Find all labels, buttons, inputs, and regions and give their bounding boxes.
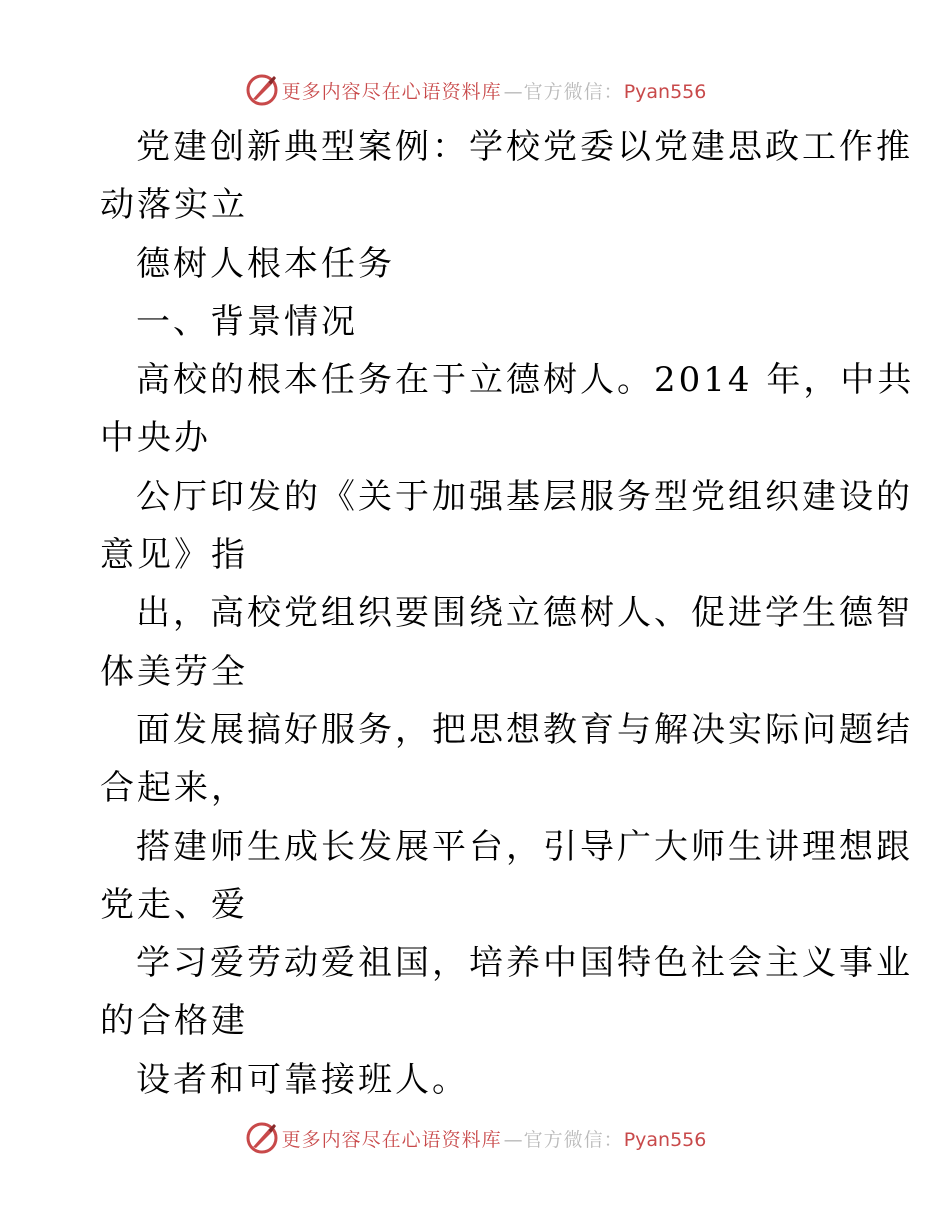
- text-line: 设者和可靠接班人。: [136, 1059, 469, 1100]
- text-line: 高校的根本任务在于立德树人。2014 年，中共: [136, 360, 915, 401]
- text-line: 出，高校党组织要围绕立德树人、促进学生德智: [136, 593, 913, 634]
- watermark-account: Pyan556: [623, 1128, 707, 1151]
- text-line: 合起来，: [100, 768, 248, 809]
- text-line: 的合格建: [100, 1001, 248, 1042]
- text-line: 中央办: [100, 418, 211, 459]
- text-line: 搭建师生成长发展平台，引导广大师生讲理想跟: [136, 826, 913, 867]
- watermark-header: [0, 70, 950, 110]
- text-line: 学习爱劳动爱祖国，培养中国特色社会主义事业: [136, 943, 913, 984]
- watermark-separator: —: [503, 80, 524, 103]
- watermark-label: 官方微信：: [523, 1128, 624, 1151]
- text-line: 动落实立: [100, 185, 248, 226]
- watermark-account: Pyan556: [623, 80, 707, 103]
- watermark-brand: 更多内容尽在心语资料库: [281, 1128, 502, 1151]
- text-line: 体美劳全: [100, 651, 248, 692]
- text-line: 一、背景情况: [136, 301, 358, 342]
- quill-pen-logo-icon: [244, 72, 280, 108]
- watermark-separator: —: [503, 1128, 524, 1151]
- text-line: 面发展搞好服务，把思想教育与解决实际问题结: [136, 709, 913, 750]
- text-line: 党建创新典型案例：学校党委以党建思政工作推: [136, 127, 913, 167]
- watermark-footer: [0, 1118, 950, 1158]
- quill-pen-logo-icon: [244, 1120, 280, 1156]
- text-line: 公厅印发的《关于加强基层服务型党组织建设的: [136, 476, 913, 517]
- watermark-text: [282, 77, 707, 104]
- watermark-label: 官方微信：: [523, 80, 624, 103]
- text-line: 德树人根本任务: [136, 243, 395, 284]
- text-line: 意见》指: [100, 535, 248, 576]
- watermark-text: [282, 1125, 707, 1152]
- document-body: [100, 118, 915, 1109]
- watermark-brand: 更多内容尽在心语资料库: [281, 80, 502, 103]
- text-line: 党走、爱: [100, 884, 248, 925]
